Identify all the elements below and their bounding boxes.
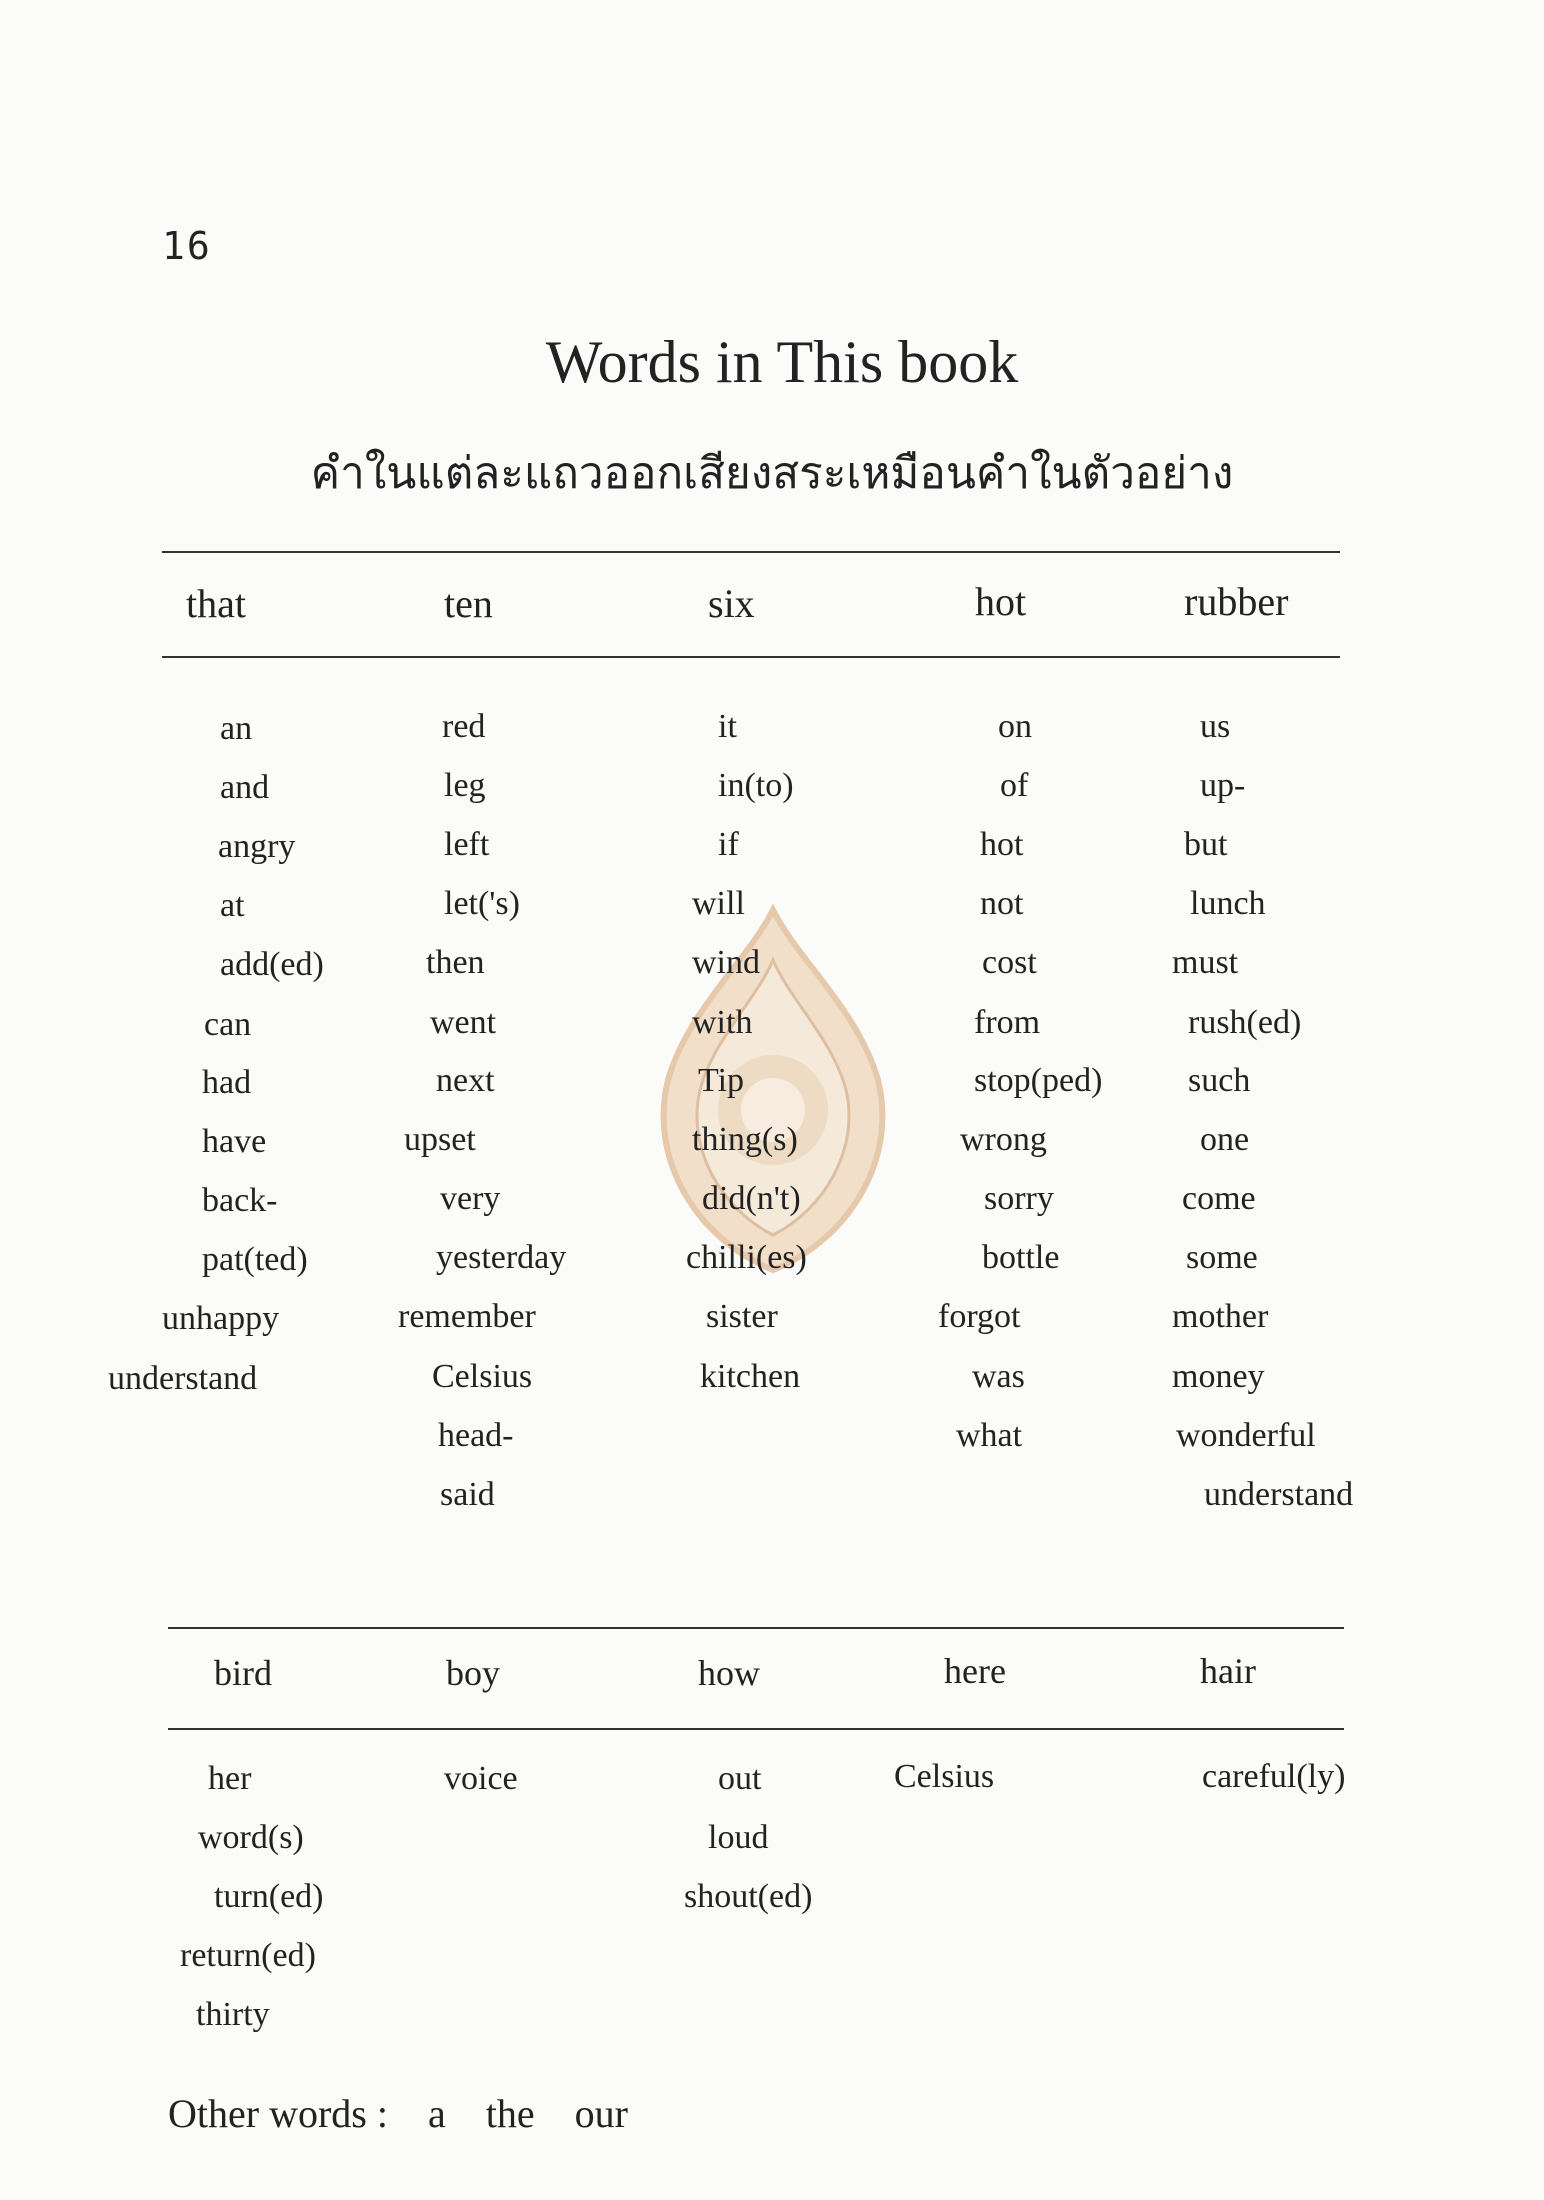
table1-word: will (692, 885, 745, 922)
table2-word: word(s) (198, 1819, 304, 1856)
table1-word: but (1184, 826, 1228, 863)
table1-word: unhappy (162, 1300, 280, 1337)
table1-word: have (202, 1123, 267, 1160)
other-word: the (485, 2091, 535, 2136)
table1-word: angry (218, 828, 296, 865)
table2-word: loud (708, 1819, 769, 1856)
table1-word: of (1000, 767, 1029, 804)
table1-word: wonderful (1176, 1417, 1316, 1454)
table1-word: left (444, 826, 490, 863)
table1-word: money (1172, 1358, 1265, 1395)
table1-word: if (718, 826, 739, 863)
table1-word: head- (438, 1417, 514, 1454)
table2-header-rule (168, 1728, 1344, 1730)
table1-top-rule (162, 551, 1340, 553)
table1-word: up- (1200, 767, 1246, 804)
table1-word: us (1200, 708, 1231, 745)
table1-word: some (1186, 1239, 1258, 1276)
table2-word: shout(ed) (684, 1878, 813, 1915)
table1-word: what (956, 1417, 1023, 1454)
page-title: Words in This book (545, 329, 1019, 395)
table1-word: understand (1204, 1476, 1354, 1513)
table1-word: can (204, 1006, 252, 1043)
table1-word: bottle (982, 1239, 1060, 1276)
table1-header-hot: hot (975, 579, 1027, 624)
table1-word: it (718, 708, 737, 745)
table1-word: pat(ted) (202, 1241, 308, 1278)
table1-word: understand (108, 1360, 258, 1397)
table2-header-hair: hair (1200, 1651, 1256, 1691)
table1-word: such (1188, 1062, 1251, 1099)
other-words-line (168, 2090, 658, 2137)
table1-word: kitchen (700, 1358, 801, 1395)
table1-word: had (202, 1064, 252, 1101)
table1-word: and (220, 769, 270, 806)
table2-header-how: how (698, 1653, 760, 1693)
table1-word: hot (980, 826, 1024, 863)
table1-word: at (220, 887, 245, 924)
table1-header-ten: ten (444, 581, 493, 626)
table1-word: from (974, 1004, 1041, 1041)
table1-word: in(to) (718, 767, 794, 804)
table2-word: careful(ly) (1202, 1758, 1346, 1795)
table2-word: voice (444, 1760, 518, 1797)
table1-word: let('s) (444, 885, 520, 922)
table1-word: sister (706, 1298, 778, 1335)
table1-word: one (1200, 1121, 1250, 1158)
page-number: 16 (162, 224, 212, 268)
table1-word: leg (444, 767, 486, 804)
table2-word: out (718, 1760, 762, 1797)
table2-word: her (208, 1760, 252, 1797)
table1-word: rush(ed) (1188, 1004, 1302, 1041)
table1-word: cost (982, 944, 1037, 981)
page-subtitle: คำในแต่ละแถวออกเสียงสระเหมือนคำในตัวอย่าง (310, 448, 1234, 499)
table1-word: upset (404, 1121, 476, 1158)
other-words-label: Other words : (168, 2091, 388, 2136)
table2-word: return(ed) (180, 1937, 316, 1974)
other-word: a (427, 2091, 446, 2136)
table1-header-rubber: rubber (1184, 579, 1289, 624)
table1-word: forgot (938, 1298, 1021, 1335)
table1-word: then (426, 944, 485, 981)
table1-word: yesterday (436, 1239, 567, 1276)
table1-word: lunch (1190, 885, 1266, 922)
table1-header-rule (162, 656, 1340, 658)
table1-word: thing(s) (692, 1121, 798, 1158)
table1-word: must (1172, 944, 1239, 981)
table1-word: an (220, 710, 253, 747)
table1-word: on (998, 708, 1032, 745)
table1-word: said (440, 1476, 495, 1513)
table2-header-here: here (944, 1651, 1006, 1691)
table2-word: Celsius (894, 1758, 995, 1795)
table1-word: stop(ped) (974, 1062, 1103, 1099)
table1-word: sorry (984, 1180, 1054, 1217)
watermark-seal-icon (628, 900, 918, 1280)
table1-word: did(n't) (702, 1180, 801, 1217)
table1-word: back- (202, 1182, 278, 1219)
table2-header-boy: boy (446, 1653, 500, 1693)
table1-word: come (1182, 1180, 1256, 1217)
table1-word: Celsius (432, 1358, 533, 1395)
table1-word: add(ed) (220, 946, 324, 983)
table1-header-six: six (708, 581, 755, 626)
table1-word: wind (692, 944, 760, 981)
table1-word: was (972, 1358, 1025, 1395)
table1-header-that: that (186, 581, 246, 626)
table1-word: not (980, 885, 1024, 922)
table1-word: with (692, 1004, 753, 1041)
table1-word: wrong (960, 1121, 1047, 1158)
table1-word: very (440, 1180, 501, 1217)
table2-word: turn(ed) (214, 1878, 324, 1915)
table1-word: next (436, 1062, 495, 1099)
table1-word: mother (1172, 1298, 1269, 1335)
table2-top-rule (168, 1627, 1344, 1629)
other-word: our (574, 2091, 628, 2136)
table1-word: remember (398, 1298, 536, 1335)
table2-header-bird: bird (214, 1653, 272, 1693)
table1-word: Tip (698, 1062, 745, 1099)
table2-word: thirty (196, 1996, 270, 2033)
table1-word: chilli(es) (686, 1239, 807, 1276)
table1-word: went (430, 1004, 497, 1041)
table1-word: red (442, 708, 486, 745)
